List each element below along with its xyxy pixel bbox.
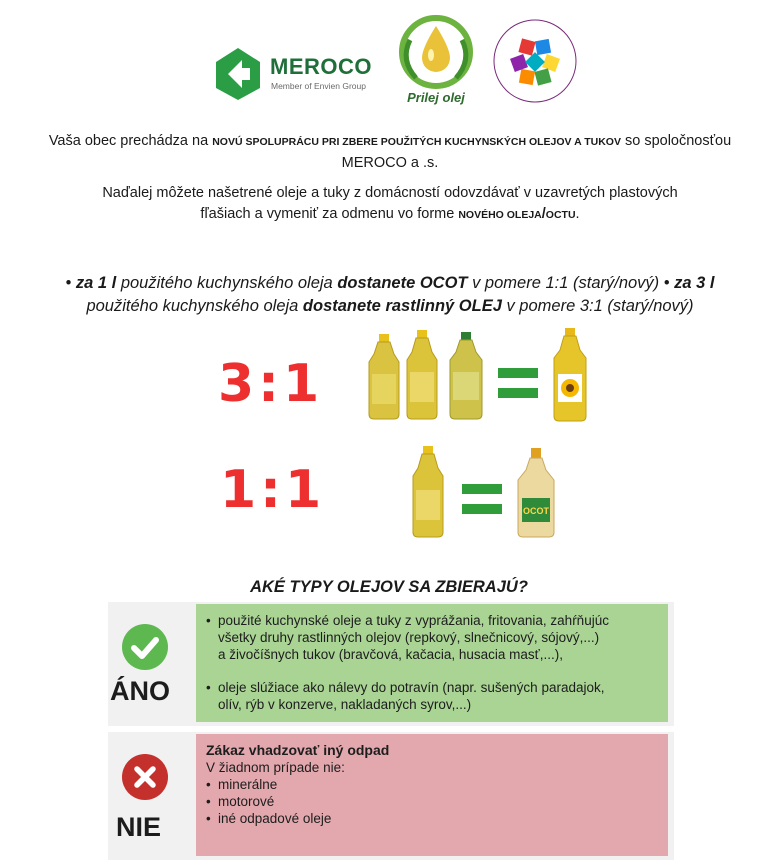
prilej-olej-name: Prilej olej (407, 90, 465, 105)
sunflower-oil-bottle-icon (550, 328, 590, 422)
meroco-emblem-icon (212, 44, 264, 104)
rejected-panel (196, 734, 668, 856)
row-accepted (108, 602, 674, 726)
row-rejected (108, 732, 674, 860)
rejected-word: NIE (116, 812, 162, 842)
ratio-illustration (192, 322, 612, 547)
equals-icon (462, 484, 502, 516)
accepted-icon-column (108, 602, 194, 726)
ratio-1-1: 1:1 (220, 460, 326, 520)
zdruzenie-seal-icon (492, 18, 578, 104)
oil-bottle-icon (366, 334, 402, 420)
cross-circle-icon (122, 754, 168, 800)
list-item: • oleje slúžiace ako nálevy do potravín (napr. sušených paradajok, olív, rýb v konzerve, nakladaných syrov,...) (206, 679, 662, 713)
checkmark-circle-icon (122, 624, 168, 670)
meroco-tagline: Member of Envien Group (271, 81, 366, 91)
meroco-name: MEROCO (270, 54, 372, 79)
accepted-panel (196, 604, 668, 722)
equals-icon (498, 368, 538, 400)
oil-bottle-icon (446, 332, 486, 420)
intro-paragraph-1: Vaša obec prechádza na NOVÚ SPOLUPRÁCU PRI ZBERE POUŽITÝCH KUCHYNSKÝCH OLEJOV A TUKOV so spoločnosťou MEROCO a .s. (48, 133, 732, 171)
rejected-heading: Zákaz vhadzovať iný odpad (206, 742, 390, 758)
accepted-word: ÁNO (110, 676, 170, 706)
vinegar-label: OCOT (523, 506, 549, 516)
ratio-3-1: 3:1 (218, 354, 324, 414)
prilej-olej-logo (396, 10, 476, 110)
list-item: • použité kuchynské oleje a tuky z vyprážania, fritovania, zahŕňujúc všetky druhy rastlinných olejov (repkový, slnečnicový, sójový,...) a živočíšnych tukov (bravčová, kačacia, husacia masť,...), (206, 612, 662, 663)
meroco-logo (212, 44, 372, 104)
list-item: • minerálne (206, 776, 662, 793)
cooperation-caps: NOVÚ SPOLUPRÁCU PRI ZBERE POUŽITÝCH KUCHYNSKÝCH OLEJOV A TUKOV (212, 136, 621, 148)
oil-drop-leaves-icon (396, 10, 476, 90)
list-item: • motorové (206, 793, 662, 810)
rejected-list (206, 742, 662, 827)
rejected-icon-column (108, 732, 194, 860)
oil-bottle-icon (404, 330, 440, 420)
zdruzenie-logo (492, 18, 578, 104)
vinegar-bottle-icon (514, 448, 558, 538)
exchange-rules: • za 1 l použitého kuchynského oleja dostanete OCOT v pomere 1:1 (starý/nový) • za 3 l použitého kuchynského oleja dostanete rastlinný OLEJ v pomere 3:1 (starý/nový) (65, 274, 715, 315)
oil-types-table (108, 602, 674, 860)
section-title: AKÉ TYPY OLEJOV SA ZBIERAJÚ? (250, 578, 528, 596)
rejected-intro: V žiadnom prípade nie: (206, 760, 345, 775)
accepted-list (206, 612, 662, 713)
list-item: • iné odpadové oleje (206, 810, 662, 827)
intro-paragraph-2: Naďalej môžete našetrené oleje a tuky z domácností odovzdávať v uzavretých plastových fľašiach a vymeniť za odmenu vo forme NOVÉHO OLEJA/OCTU. (102, 185, 678, 222)
oil-bottle-icon (410, 446, 446, 538)
